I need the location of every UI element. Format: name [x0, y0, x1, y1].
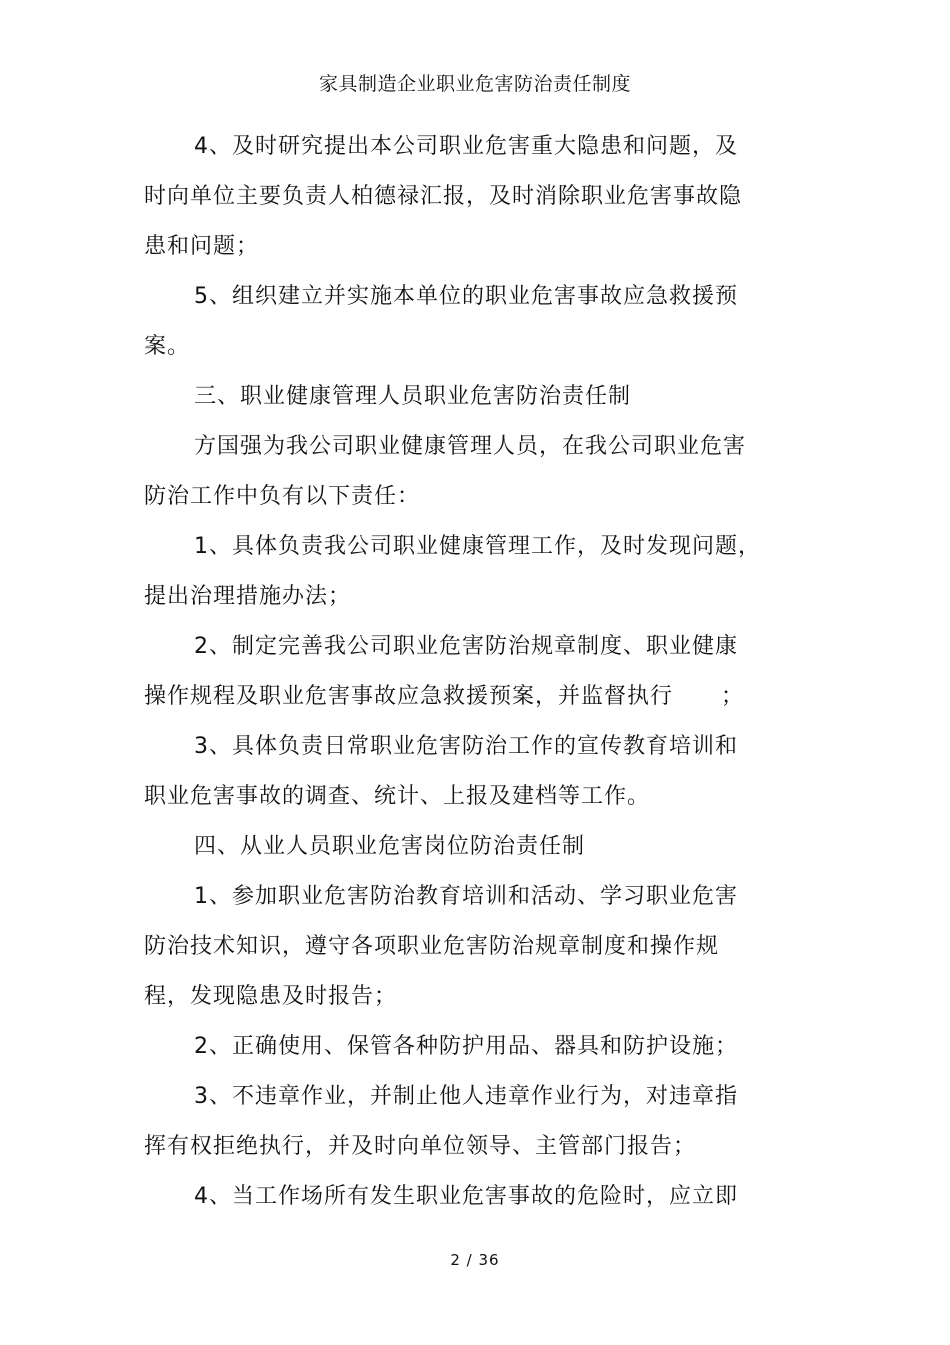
section-heading: 四、从业人员职业危害岗位防治责任制	[194, 834, 586, 859]
section-heading: 三、职业健康管理人员职业危害防治责任制	[194, 384, 632, 409]
text-line-trailing-punct: ；	[720, 684, 744, 709]
text-line	[144, 672, 744, 722]
text-line: 3、不违章作业，并制止他人违章作业行为，对违章指	[194, 1084, 738, 1109]
text-line: 4、当工作场所有发生职业危害事故的危险时，应立即	[194, 1184, 738, 1209]
text-line: 患和问题；	[144, 234, 260, 259]
text-line-main: 操作规程及职业危害事故应急救援预案，并监督执行	[144, 684, 674, 709]
text-line: 提出治理措施办法；	[144, 584, 352, 609]
text-line: 1、具体负责我公司职业健康管理工作，及时发现问题，	[194, 534, 761, 559]
text-line: 防治技术知识，遵守各项职业危害防治规章制度和操作规	[144, 934, 720, 959]
page-header-title: 家具制造企业职业危害防治责任制度	[318, 73, 631, 95]
text-line: 程，发现隐患及时报告；	[144, 984, 398, 1009]
body-text	[144, 122, 761, 1222]
text-line: 方国强为我公司职业健康管理人员，在我公司职业危害	[194, 434, 747, 459]
text-line: 时向单位主要负责人柏德禄汇报，及时消除职业危害事故隐	[144, 184, 743, 209]
text-line: 3、具体负责日常职业危害防治工作的宣传教育培训和	[194, 734, 738, 759]
text-line: 案。	[144, 334, 191, 359]
text-line: 1、参加职业危害防治教育培训和活动、学习职业危害	[194, 884, 738, 909]
text-line: 5、组织建立并实施本单位的职业危害事故应急救援预	[194, 284, 738, 309]
text-line: 2、正确使用、保管各种防护用品、器具和防护设施；	[194, 1034, 738, 1059]
text-line: 2、制定完善我公司职业危害防治规章制度、职业健康	[194, 634, 738, 659]
text-line: 防治工作中负有以下责任：	[144, 484, 421, 509]
text-line: 挥有权拒绝执行，并及时向单位领导、主管部门报告；	[144, 1134, 697, 1159]
text-line: 职业危害事故的调查、统计、上报及建档等工作。	[144, 784, 651, 809]
page-number: 2 / 36	[450, 1251, 500, 1269]
text-line: 4、及时研究提出本公司职业危害重大隐患和问题，及	[194, 134, 738, 159]
